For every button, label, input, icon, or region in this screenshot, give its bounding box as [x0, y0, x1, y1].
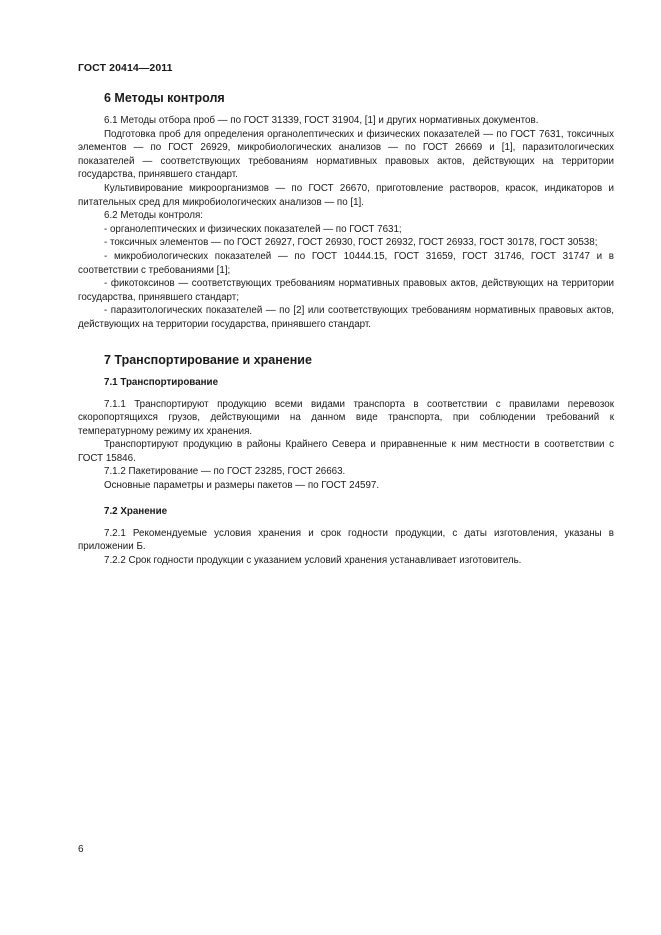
- section-6-title: 6 Методы контроля: [104, 91, 225, 105]
- list-item: - токсичных элементов — по ГОСТ 26927, ГОСТ 26930, ГОСТ 26932, ГОСТ 26933, ГОСТ 30178, ГОСТ 30538;: [104, 237, 598, 249]
- document-body: [78, 90, 614, 567]
- list-item: - фикотоксинов — соответствующих требованиям нормативных правовых актов, действующих на территории государства, принявшего стандарт;: [78, 278, 614, 303]
- subsection-7-1-title: 7.1 Транспортирование: [104, 376, 219, 388]
- subsection-7-2-title: 7.2 Хранение: [104, 505, 168, 517]
- subsection-7-1-body: [78, 398, 614, 493]
- subsection-7-2-body: [78, 527, 614, 568]
- paragraph: 7.1.2 Пакетирование — по ГОСТ 23285, ГОСТ 26663.: [104, 466, 346, 478]
- paragraph: 7.2.1 Рекомендуемые условия хранения и срок годности продукции, с даты изготовления, указаны в приложении Б.: [78, 527, 614, 553]
- section-6-body: [78, 114, 614, 332]
- section-7-title: 7 Транспортирование и хранение: [104, 352, 312, 367]
- paragraph: Транспортируют продукцию в районы Крайнего Севера и приравненные к ним местности в соответствии с ГОСТ 15846.: [78, 439, 614, 464]
- list-item: - микробиологических показателей — по ГОСТ 10444.15, ГОСТ 31659, ГОСТ 31746, ГОСТ 31747 и в соответствии с требованиями [1];: [78, 250, 614, 276]
- paragraph: Подготовка проб для определения органолептических и физических показателей — по ГОСТ 7631, токсичных элементов — по ГОСТ 26929, микробиологических анализов — по ГОСТ 26669 и [1], паразитологических показателей — соответствующих требованиям нормативных правовых актов, действующих на территории государства, принявшего стандарт.: [78, 128, 614, 181]
- paragraph: 6.2 Методы контроля:: [104, 210, 203, 222]
- paragraph: 7.1.1 Транспортируют продукцию всеми видами транспорта в соответствии с правилами перевозок скоропортящихся грузов, действующими на данном виде транспорта, при соблюдении требований к температурному режиму их хранения.: [78, 398, 614, 437]
- list-item: - органолептических и физических показателей — по ГОСТ 7631;: [104, 223, 402, 235]
- page-number: 6: [78, 844, 84, 855]
- paragraph: Основные параметры и размеры пакетов — по ГОСТ 24597.: [104, 480, 380, 492]
- list-item: - паразитологических показателей — по [2] или соответствующих требованиям нормативных правовых актов, действующих на территории государства, принявшего стандарт.: [78, 305, 614, 330]
- standard-header: ГОСТ 20414—2011: [78, 62, 173, 74]
- paragraph: 6.1 Методы отбора проб — по ГОСТ 31339, ГОСТ 31904, [1] и других нормативных документов.: [104, 115, 539, 126]
- paragraph: 7.2.2 Срок годности продукции с указанием условий хранения устанавливает изготовитель.: [104, 554, 522, 566]
- paragraph: Культивирование микроорганизмов — по ГОСТ 26670, приготовление растворов, красок, индикаторов и питательных сред для микробиологических анализов — по [1].: [78, 182, 614, 208]
